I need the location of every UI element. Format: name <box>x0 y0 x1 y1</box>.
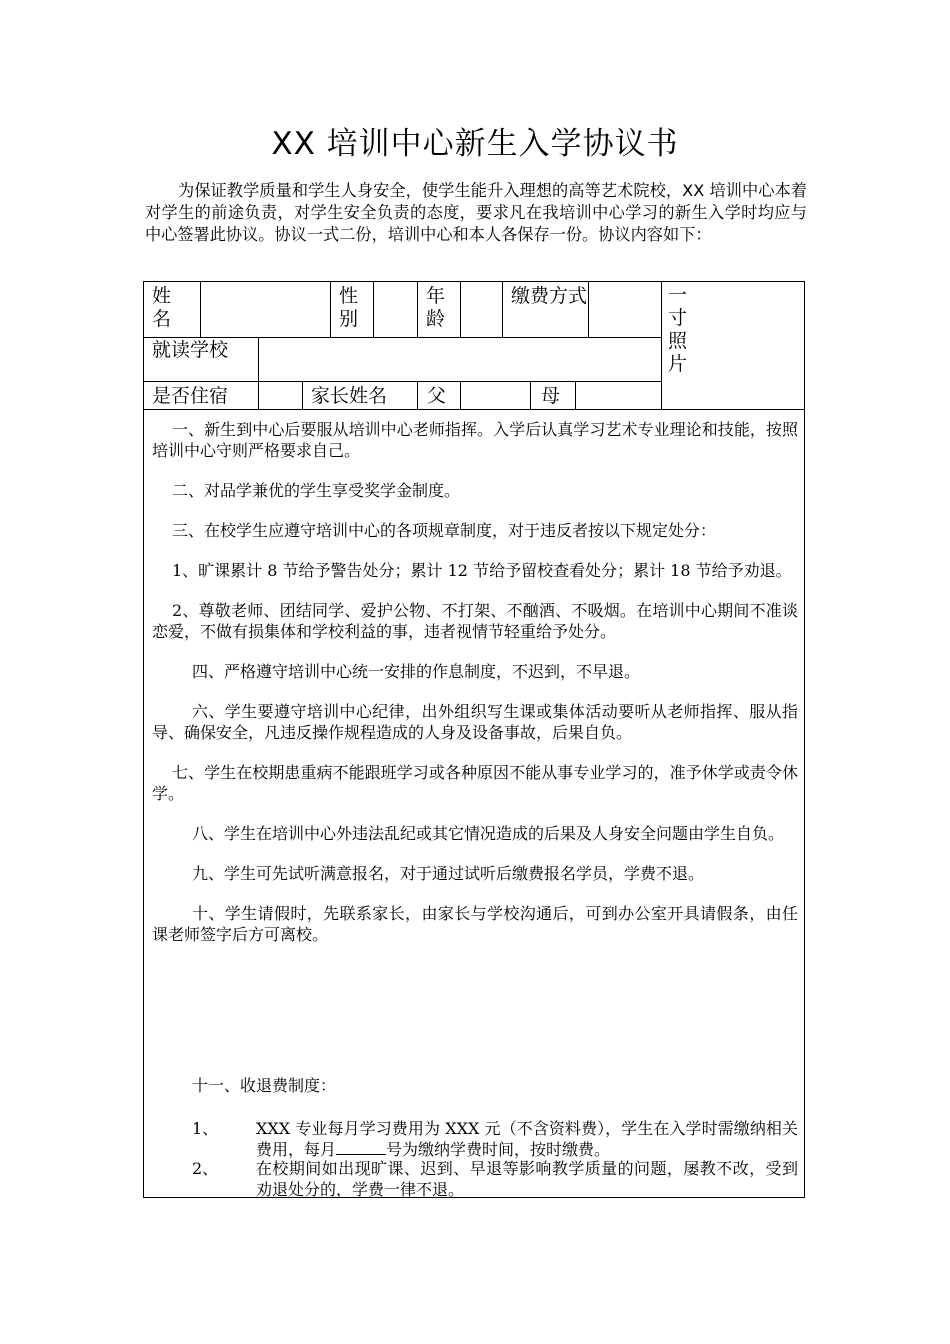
clause-1: 一、新生到中心后要服从培训中心老师指挥。入学后认真学习艺术专业理论和技能，按照培训中心守则严格要求自己。 <box>152 420 798 460</box>
clauses-list <box>152 419 798 945</box>
clause-9: 九、学生可先试听满意报名，对于通过试听后缴费报名学员，学费不退。 <box>192 864 705 883</box>
payment-day-blank[interactable] <box>336 1140 386 1155</box>
fee-item-2: 在校期间如出现旷课、迟到、早退等影响教学质量的问题，屡教不改，受到劝退处分的，学费一律不退。 <box>256 1159 798 1199</box>
photo-box[interactable] <box>662 282 805 409</box>
grid-line <box>502 281 503 337</box>
fee-item-1-number: 1、 <box>192 1119 219 1138</box>
age-label: 年龄 <box>426 285 446 330</box>
parent-name-label: 家长姓名 <box>311 385 388 407</box>
boarding-field[interactable] <box>259 382 302 409</box>
name-field[interactable] <box>202 282 330 337</box>
clause-7: 七、学生在校期患重病不能跟班学习或各种原因不能从事专业学习的，准予休学或责令休学。 <box>152 763 798 803</box>
grid-line <box>200 281 201 337</box>
fee-heading: 十一、收退费制度： <box>192 1076 337 1095</box>
grid-line <box>530 381 531 409</box>
grid-line <box>302 381 303 409</box>
clause-8: 八、学生在培训中心外违法乱纪或其它情况造成的后果及人身安全问题由学生自负。 <box>192 824 785 843</box>
grid-line <box>417 381 418 409</box>
payment-field[interactable] <box>589 282 661 337</box>
clause-3: 三、在校学生应遵守培训中心的各项规章制度，对于违反者按以下规定处分： <box>172 521 717 540</box>
clause-6: 六、学生要遵守培训中心纪律，出外组织写生课或集体活动要听从老师指挥、服从指导、确保安全，凡违反操作规程造成的人身及设备事故，后果自负。 <box>152 702 798 742</box>
clause-10: 十、学生请假时，先联系家长，由家长与学校沟通后，可到办公室开具请假条，由任课老师签字后方可离校。 <box>152 904 798 944</box>
grid-line <box>330 281 331 337</box>
fee-item-1-text-b: 号为缴纳学费时间，按时缴费。 <box>386 1140 611 1159</box>
clause-4: 四、严格遵守培训中心统一安排的作息制度，不迟到，不早退。 <box>192 662 641 681</box>
name-label: 姓名 <box>152 285 172 330</box>
age-field[interactable] <box>461 282 502 337</box>
mother-label: 母 <box>541 385 561 407</box>
intro-paragraph: 为保证教学质量和学生人身安全，使学生能升入理想的高等艺术院校，XX 培训中心本着对学生的前途负责，对学生安全负责的态度，要求凡在我培训中心学习的新生入学时均应与中心签署此协议。协议一式二份，培训中心和本人各保存一份。协议内容如下： <box>145 181 807 244</box>
mother-field[interactable] <box>576 382 661 409</box>
photo-label: 一寸照片 <box>668 284 688 375</box>
school-label: 就读学校 <box>152 339 229 361</box>
gender-field[interactable] <box>374 282 417 337</box>
school-field[interactable] <box>259 338 661 381</box>
clause-3-sub-2: 2、尊敬老师、团结同学、爱护公物、不打架、不酗酒、不吸烟。在培训中心期间不准谈恋爱，不做有损集体和学校利益的事，违者视情节轻重给予处分。 <box>152 601 798 641</box>
grid-line <box>417 281 418 337</box>
boarding-label: 是否住宿 <box>152 385 229 407</box>
document-title: XX 培训中心新生入学协议书 <box>271 126 679 162</box>
father-label: 父 <box>427 385 447 407</box>
fee-item-2-number: 2、 <box>192 1159 219 1178</box>
father-field[interactable] <box>461 382 530 409</box>
gender-label: 性别 <box>339 285 359 330</box>
clause-3-sub-1: 1、旷课累计 8 节给予警告处分；累计 12 节给予留校查看处分；累计 18 节给予劝退。 <box>172 561 792 580</box>
clause-2: 二、对品学兼优的学生享受奖学金制度。 <box>172 481 461 500</box>
fee-item-1 <box>256 1118 798 1160</box>
fee-item-1-text-a: XXX 专业每月学习费用为 XXX 元（不含资料费），学生在入学时需缴纳相关费用，每月 <box>256 1119 798 1159</box>
payment-label: 缴费方式 <box>510 285 587 307</box>
